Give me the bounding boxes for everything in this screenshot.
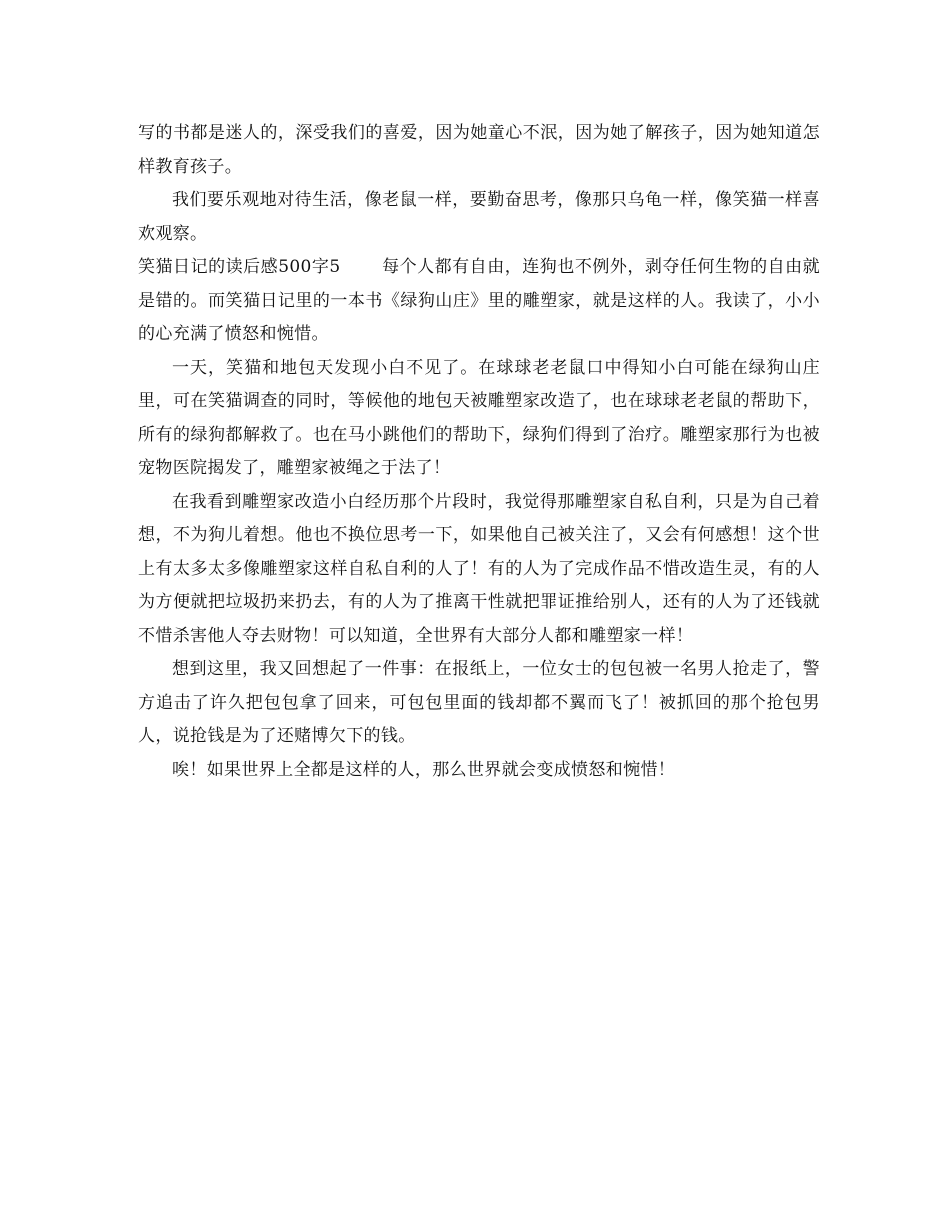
paragraph-6: 想到这里，我又回想起了一件事：在报纸上，一位女士的包包被一名男人抢走了，警方追击了许久把包包拿了回来，可包包里面的钱却都不翼而飞了！被抓回的那个抢包男人，说抢钱是为了还赌博欠下的钱。	[138, 659, 820, 746]
paragraph-4: 一天，笑猫和地包天发现小白不见了。在球球老老鼠口中得知小白可能在绿狗山庄里，可在笑猫调查的同时，等候他的地包天被雕塑家改造了，也在球球老老鼠的帮助下，所有的绿狗都解救了。也在马小跳他们的帮助下，绿狗们得到了治疗。雕塑家那行为也被宠物医院揭发了，雕塑家被绳之于法了！	[138, 357, 820, 478]
paragraph-3-text: 每个人都有自由，连狗也不例外，剥夺任何生物的自由就是错的。而笑猫日记里的一本书《绿狗山庄》里的雕塑家，就是这样的人。我读了，小小的心充满了愤怒和惋惜。	[138, 257, 820, 344]
section-heading: 笑猫日记的读后感500字5	[138, 257, 341, 277]
paragraph-5: 在我看到雕塑家改造小白经历那个片段时，我觉得那雕塑家自私自利，只是为自己着想，不为狗儿着想。他也不换位思考一下，如果他自己被关注了，又会有何感想！这个世上有太多太多像雕塑家这样自私自利的人了！有的人为了完成作品不惜改造生灵，有的人为方便就把垃圾扔来扔去，有的人为了推离干性就把罪证推给别人，还有的人为了还钱就不惜杀害他人夺去财物！可以知道，全世界有大部分人都和雕塑家一样！	[138, 491, 820, 646]
paragraph-7: 唉！如果世界上全都是这样的人，那么世界就会变成愤怒和惋惜！	[172, 759, 676, 780]
paragraph-3	[138, 251, 820, 352]
heading-spacer	[341, 257, 383, 277]
paragraph-2: 我们要乐观地对待生活，像老鼠一样，要勤奋思考，像那只乌龟一样，像笑猫一样喜欢观察。	[138, 190, 820, 244]
paragraph-1: 写的书都是迷人的，深受我们的喜爱，因为她童心不泯，因为她了解孩子，因为她知道怎样教育孩子。	[138, 123, 820, 177]
